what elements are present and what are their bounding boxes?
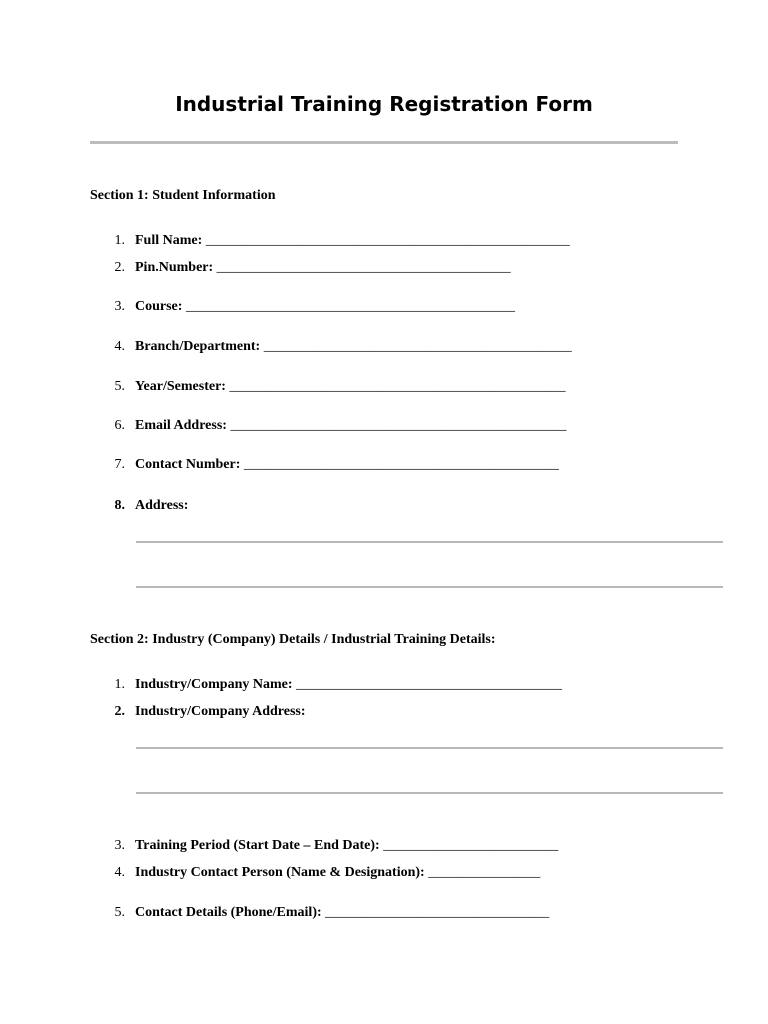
address-line-2[interactable] bbox=[136, 586, 723, 588]
field-course[interactable] bbox=[104, 298, 515, 316]
field-blank[interactable]: _____________________________________________ bbox=[243, 457, 559, 472]
field-training-period[interactable] bbox=[104, 837, 558, 855]
item-number: 4. bbox=[114, 339, 125, 354]
field-label: Contact Details (Phone/Email): bbox=[135, 905, 322, 920]
field-company-name[interactable] bbox=[104, 676, 562, 694]
field-blank[interactable]: ____________________________________________________ bbox=[205, 233, 570, 248]
field-contact-details[interactable] bbox=[104, 904, 549, 922]
field-blank[interactable]: ____________________________________________ bbox=[263, 339, 572, 354]
field-email-address[interactable] bbox=[104, 417, 566, 435]
form-title bbox=[0, 90, 768, 118]
item-number: 2. bbox=[114, 260, 125, 275]
field-pin-number[interactable] bbox=[104, 259, 511, 277]
field-blank[interactable]: ________________________________________________ bbox=[230, 418, 567, 433]
item-number: 5. bbox=[114, 379, 125, 394]
field-label: Course: bbox=[135, 299, 183, 314]
field-label: Training Period (Start Date – End Date): bbox=[135, 838, 380, 853]
item-number: 1. bbox=[114, 677, 125, 692]
field-label: Full Name: bbox=[135, 233, 203, 248]
item-number: 3. bbox=[114, 299, 125, 314]
field-label: Branch/Department: bbox=[135, 339, 261, 354]
field-label: Contact Number: bbox=[135, 457, 241, 472]
title-divider bbox=[90, 141, 678, 144]
item-number: 6. bbox=[114, 418, 125, 433]
field-label: Year/Semester: bbox=[135, 379, 226, 394]
item-number: 2. bbox=[114, 704, 125, 719]
company-address-line-1[interactable] bbox=[136, 747, 723, 749]
section-2-heading: Section 2: Industry (Company) Details / Industrial Training Details: bbox=[90, 632, 496, 647]
item-number: 4. bbox=[114, 865, 125, 880]
field-blank[interactable]: ________________ bbox=[428, 865, 541, 880]
field-label: Email Address: bbox=[135, 418, 227, 433]
field-company-address[interactable] bbox=[104, 703, 306, 721]
item-number: 1. bbox=[114, 233, 125, 248]
form-title-text: Industrial Training Registration Form bbox=[175, 92, 593, 116]
item-number: 3. bbox=[114, 838, 125, 853]
field-blank[interactable]: ________________________________________________ bbox=[229, 379, 566, 394]
address-line-1[interactable] bbox=[136, 541, 723, 543]
field-label: Address: bbox=[135, 498, 189, 513]
field-contact-number[interactable] bbox=[104, 456, 559, 474]
field-label: Pin.Number: bbox=[135, 260, 214, 275]
item-number: 7. bbox=[114, 457, 125, 472]
field-blank[interactable]: _________________________ bbox=[383, 838, 559, 853]
field-contact-person[interactable] bbox=[104, 864, 540, 882]
field-blank[interactable]: ______________________________________ bbox=[296, 677, 563, 692]
item-number: 5. bbox=[114, 905, 125, 920]
field-blank[interactable]: ________________________________ bbox=[325, 905, 550, 920]
company-address-line-2[interactable] bbox=[136, 792, 723, 794]
field-year-semester[interactable] bbox=[104, 378, 565, 396]
field-label: Industry/Company Name: bbox=[135, 677, 293, 692]
field-branch-department[interactable] bbox=[104, 338, 572, 356]
section-1-heading: Section 1: Student Information bbox=[90, 188, 276, 203]
field-blank[interactable]: __________________________________________ bbox=[216, 260, 511, 275]
field-blank[interactable]: _______________________________________________ bbox=[185, 299, 515, 314]
field-address[interactable] bbox=[104, 497, 188, 515]
field-label: Industry/Company Address: bbox=[135, 704, 306, 719]
field-label: Industry Contact Person (Name & Designation): bbox=[135, 865, 425, 880]
item-number: 8. bbox=[114, 498, 125, 513]
field-full-name[interactable] bbox=[104, 232, 570, 250]
